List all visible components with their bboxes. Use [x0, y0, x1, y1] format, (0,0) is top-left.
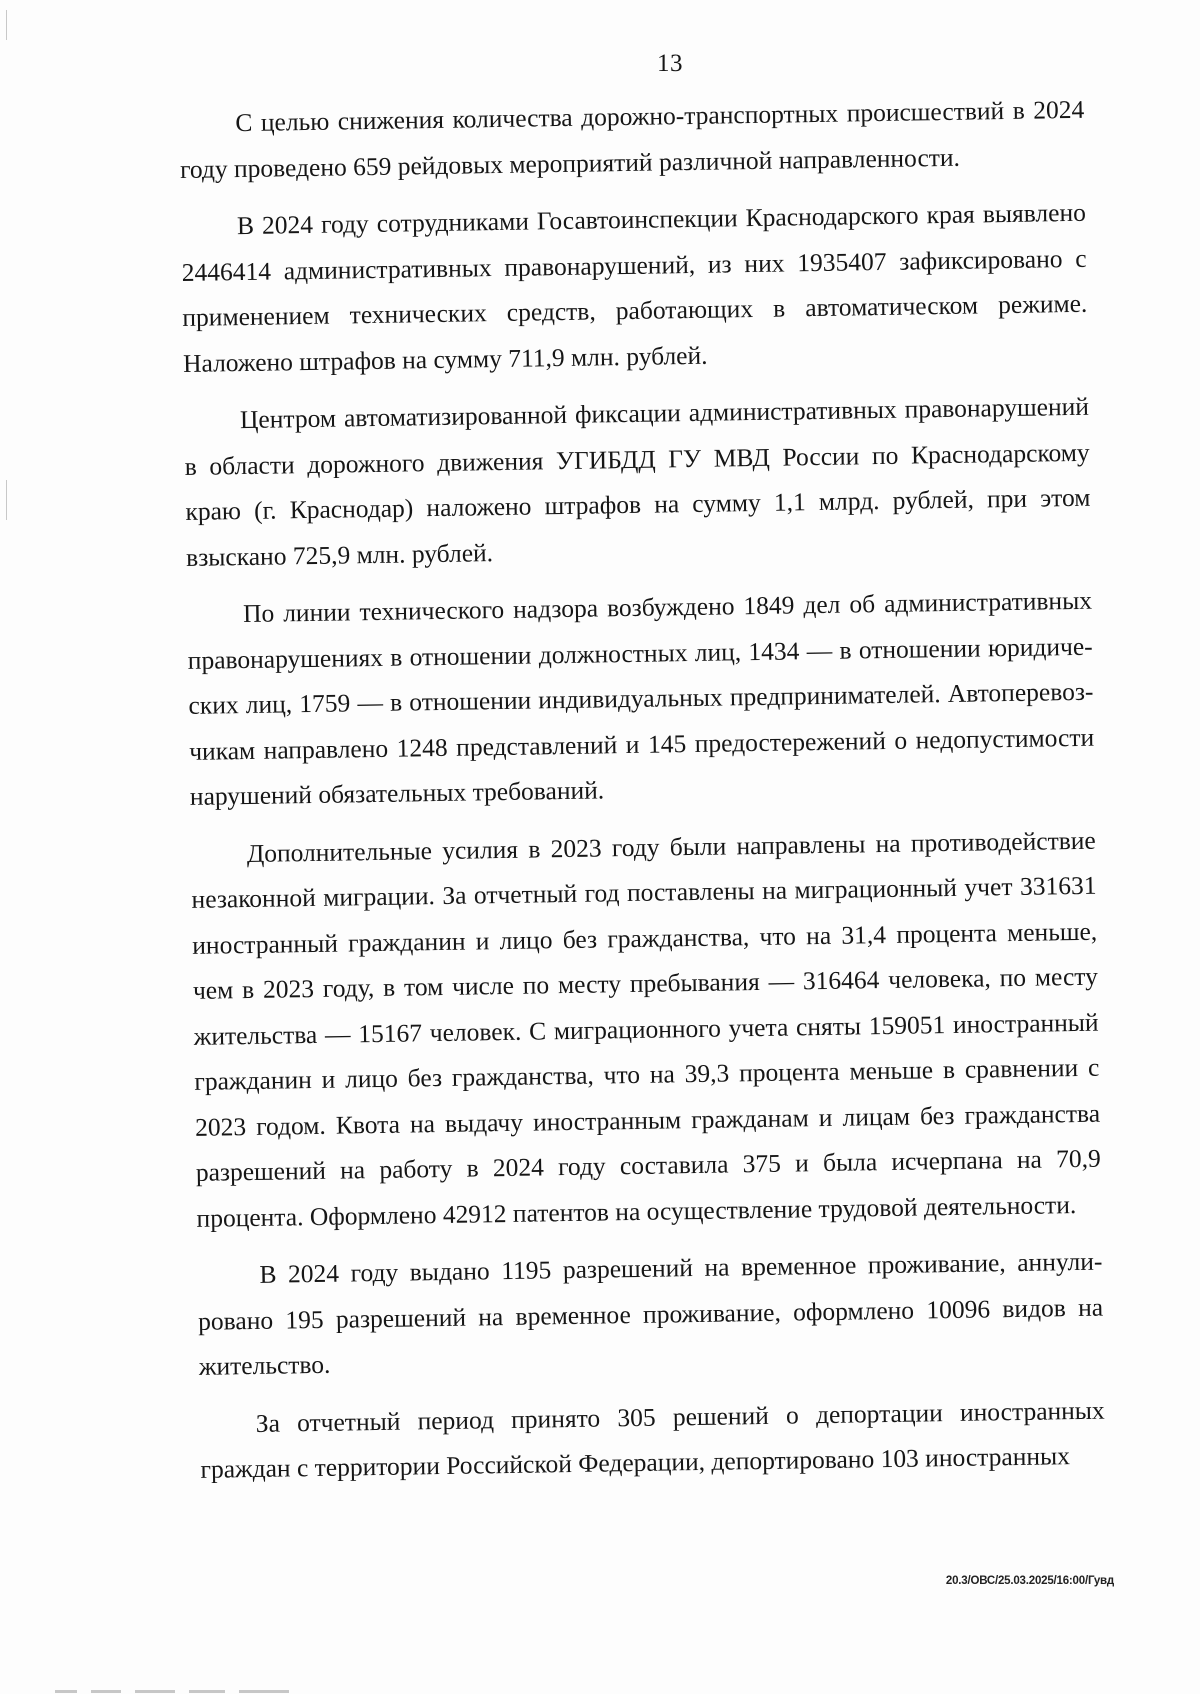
- paragraph-technical-supervision: По линии технического надзора возбуждено 1849 дел об административных правонарушениях в отношении должностных лиц, 1434 — в отношении юридических лиц, 1759 — в отношении индивидуальных предпринимателей. Автоперевозчикам направлено 1248 представлений и 145 предостережений о недопустимости нарушений обязательных требований.: [187, 585, 1095, 811]
- paragraph-traffic-violations: В 2024 году сотрудниками Госавтоинспекции Краснодарского края выявлено 2446414 административных правонарушений, из них 1935407 зафиксировано с применением технических средств, работающих в автоматическом режиме. Наложено штрафов на сумму 711,9 млн. рублей.: [181, 197, 1088, 378]
- page-number: 13: [657, 50, 683, 77]
- paragraph-road-raids: С целью снижения количества дорожно-транспортных происшествий в 2024 году проведено 659 рейдовых мероприятий различной направленности.: [179, 94, 1085, 184]
- paragraph-automated-fixation-center: Центром автоматизированной фиксации административных правонарушений в области дорожного движения УГИБДД ГУ МВД России по Краснодарскому краю (г. Краснодар) наложено штрафов на сумму 1,1 млрд. рублей, при этом взыскано 725,9 млн. рублей.: [184, 391, 1091, 572]
- scan-margin-mark: [6, 10, 7, 40]
- paragraph-residence-permits: В 2024 году выдано 1195 разрешений на временное проживание, аннулировано 195 разрешений на временное проживание, оформлено 10096 видов на жительство.: [197, 1246, 1104, 1381]
- document-footer-code: 20.3/ОВС/25.03.2025/16:00/Гувд: [945, 1575, 1114, 1587]
- document-body: [179, 87, 1106, 1505]
- scan-bottom-edge: [55, 1690, 315, 1694]
- paragraph-deportation: За отчетный период принято 305 решений о депортации иностранных граждан с территории Российской Федерации, депортировано 103 иностранных: [200, 1395, 1105, 1484]
- scan-margin-mark: [6, 480, 7, 520]
- paragraph-migration: Дополнительные усилия в 2023 году были направлены на противодействие незаконной миграции. За отчетный год поставлены на миграционный учет 331631 иностранный гражданин и лицо без гражданства, что на 31,4 процента меньше, чем в 2023 году, в том числе по месту пребывания — 316464 человека, по месту жительства — 15167 человек. С миграционного учета сняты 159051 иностранный гражданин и лицо без гражданства, что на 39,3 процента меньше в сравнении с 2023 годом. Квота на выдачу иностранным гражданам и лицам без гражданства разрешений на работу в 2024 году составила 375 и была исчерпана на 70,9 процента. Оформлено 42912 патентов на осуществление трудовой деятельности.: [191, 825, 1101, 1233]
